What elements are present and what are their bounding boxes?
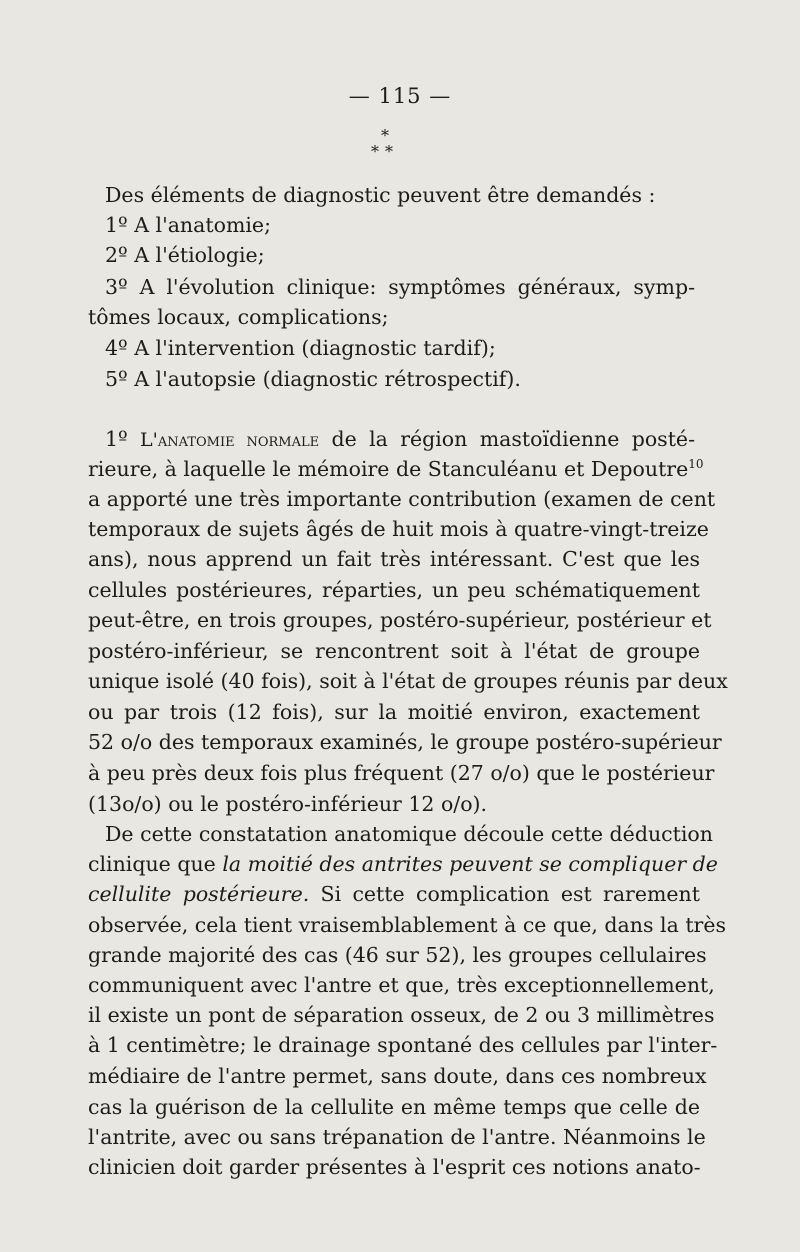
section2-first-line: De cette constatation anatomique découle cette déduction [105,822,713,846]
section1-line: peut-être, en trois groupes, postéro-supérieur, postérieur et [88,608,712,632]
section1-first-line-rest: de la région mastoïdienne posté- [331,427,695,451]
enumeration-item: 4º A l'intervention (diagnostic tardif); [105,336,496,360]
page-number: — 115 — [348,84,452,108]
section1-line: ans), nous apprend un fait très intéressant. C'est que les [88,547,700,571]
enumeration-item: 3º A l'évolution clinique: symptômes généraux, symp- [105,275,695,299]
enumeration-item: 2º A l'étiologie; [105,243,265,267]
section1-line: postéro-inférieur, se rencontrent soit à l'état de groupe [88,639,700,663]
asterism-star: * [381,126,389,145]
section1-line: ou par trois (12 fois), sur la moitié environ, exactement [88,700,700,724]
section2-italic-text: cellulite postérieure. [88,882,310,906]
enumeration-item-continuation: tômes locaux, complications; [88,305,389,329]
footnote-ref: 10 [688,457,704,472]
section1-line: rieure, à laquelle le mémoire de Stanculéanu et Depoutre$^{10}$ [88,457,704,481]
section2-line: communiquent avec l'antre et que, très exceptionnellement, [88,973,715,997]
section2-line: observée, cela tient vraisemblablement à ce que, dans la très [88,913,727,937]
section2-line: il existe un pont de séparation osseux, de 2 ou 3 millimètres [88,1003,715,1027]
section2-line: grande majorité des cas (46 sur 52), les groupes cellulaires [88,943,707,967]
enumeration-item: 1º A l'anatomie; [105,213,271,237]
section2-line: clinicien doit garder présentes à l'esprit ces notions anato- [88,1155,701,1179]
section2-line: cas la guérison de la cellulite en même temps que celle de [88,1095,700,1119]
asterism-divider [360,128,410,162]
asterism-stars: ** [371,142,399,161]
section2-line: à 1 centimètre; le drainage spontané des cellules par l'inter- [88,1033,718,1057]
section2-line: l'antrite, avec ou sans trépanation de l'antre. Néanmoins le [88,1125,706,1149]
enumeration-item: 5º A l'autopsie (diagnostic rétrospectif). [105,367,521,391]
section2-line: médiaire de l'antre permet, sans doute, dans ces nombreux [88,1064,707,1088]
section1-line: a apporté une très importante contribution (examen de cent [88,487,716,511]
section1-heading: L'anatomie normale [140,429,320,451]
section2-line: clinique que la moitié des antrites peuvent se compliquer de [88,852,718,876]
section1-line: temporaux de sujets âgés de huit mois à quatre-vingt-treize [88,517,709,541]
section1-number: 1º [105,427,128,451]
section1-line: à peu près deux fois plus fréquent (27 o/o) que le postérieur [88,761,715,785]
section1-line: unique isolé (40 fois), soit à l'état de groupes réunis par deux [88,669,728,693]
section1-line: 52 o/o des temporaux examinés, le groupe postéro-supérieur [88,730,722,754]
section1-first-line [105,424,695,455]
section2-line: cellulite postérieure. Si cette complication est rarement [88,882,700,906]
section1-line: cellules postérieures, réparties, un peu schématiquement [88,578,700,602]
section2-italic-text: la moitié des antrites peuvent se compliquer de [222,852,718,876]
enumeration-intro: Des éléments de diagnostic peuvent être demandés : [105,183,656,207]
section1-line: (13o/o) ou le postéro-inférieur 12 o/o). [88,792,488,816]
